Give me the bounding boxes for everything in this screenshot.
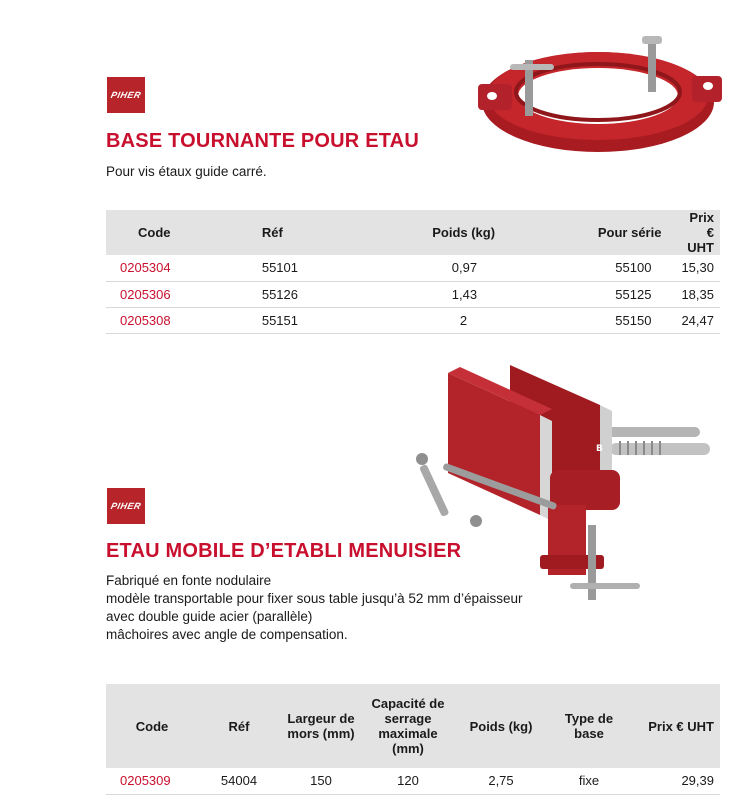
- column-header: Largeur de mors (mm): [280, 684, 362, 768]
- column-header: Code: [106, 210, 258, 255]
- price-cell: 18,35: [677, 281, 720, 307]
- table-row: [106, 768, 720, 794]
- jaw-label: B: [596, 444, 603, 454]
- product-code-link[interactable]: 0205306: [106, 281, 258, 307]
- column-header: Poids (kg): [454, 684, 548, 768]
- series-cell: 55125: [531, 281, 677, 307]
- series-cell: 55150: [531, 307, 677, 333]
- column-header: Capacité de serrage maximale (mm): [362, 684, 454, 768]
- weight-cell: 0,97: [339, 255, 531, 281]
- weight-cell: 2,75: [454, 768, 548, 794]
- weight-cell: 2: [339, 307, 531, 333]
- product-code-link[interactable]: 0205304: [106, 255, 258, 281]
- column-header: Code: [106, 684, 198, 768]
- column-header: Prix € UHT: [630, 684, 720, 768]
- column-header: Prix € UHT: [677, 210, 720, 255]
- column-header: Poids (kg): [339, 210, 531, 255]
- column-header: Réf: [258, 210, 340, 255]
- section-title: ETAU MOBILE D’ETABLI MENUISIER: [106, 540, 462, 562]
- ref-cell: 55126: [258, 281, 340, 307]
- section-description: Fabriqué en fonte nodulaire modèle transportable pour fixer sous table jusqu’à 52 mm d’épaisseur avec double guide acier (parallèle) mâchoires avec angle de compensation.: [106, 573, 523, 642]
- price-cell: 15,30: [677, 255, 720, 281]
- column-header: Pour série: [531, 210, 677, 255]
- table-header-row: [106, 684, 720, 768]
- column-header: Réf: [198, 684, 280, 768]
- price-cell: 29,39: [630, 768, 720, 794]
- jaw-width-cell: 150: [280, 768, 362, 794]
- ref-cell: 54004: [198, 768, 280, 794]
- section-title: BASE TOURNANTE POUR ETAU: [106, 130, 419, 152]
- product-code-link[interactable]: 0205308: [106, 307, 258, 333]
- product-code-link[interactable]: 0205309: [106, 768, 198, 794]
- table-row: [106, 281, 720, 307]
- section-description: Pour vis étaux guide carré.: [106, 164, 267, 179]
- brand-logo: PIHER: [107, 77, 145, 113]
- swivel-base-image: [470, 30, 730, 160]
- brand-logo: PIHER: [107, 488, 145, 524]
- table-row: [106, 307, 720, 333]
- column-header: Type de base: [548, 684, 630, 768]
- base-type-cell: fixe: [548, 768, 630, 794]
- series-cell: 55100: [531, 255, 677, 281]
- table-row: [106, 255, 720, 281]
- capacity-cell: 120: [362, 768, 454, 794]
- weight-cell: 1,43: [339, 281, 531, 307]
- ref-cell: 55151: [258, 307, 340, 333]
- bench-vise-image: [400, 355, 720, 610]
- spec-table: [106, 684, 720, 795]
- table-header-row: [106, 210, 720, 255]
- price-cell: 24,47: [677, 307, 720, 333]
- spec-table: [106, 210, 720, 334]
- ref-cell: 55101: [258, 255, 340, 281]
